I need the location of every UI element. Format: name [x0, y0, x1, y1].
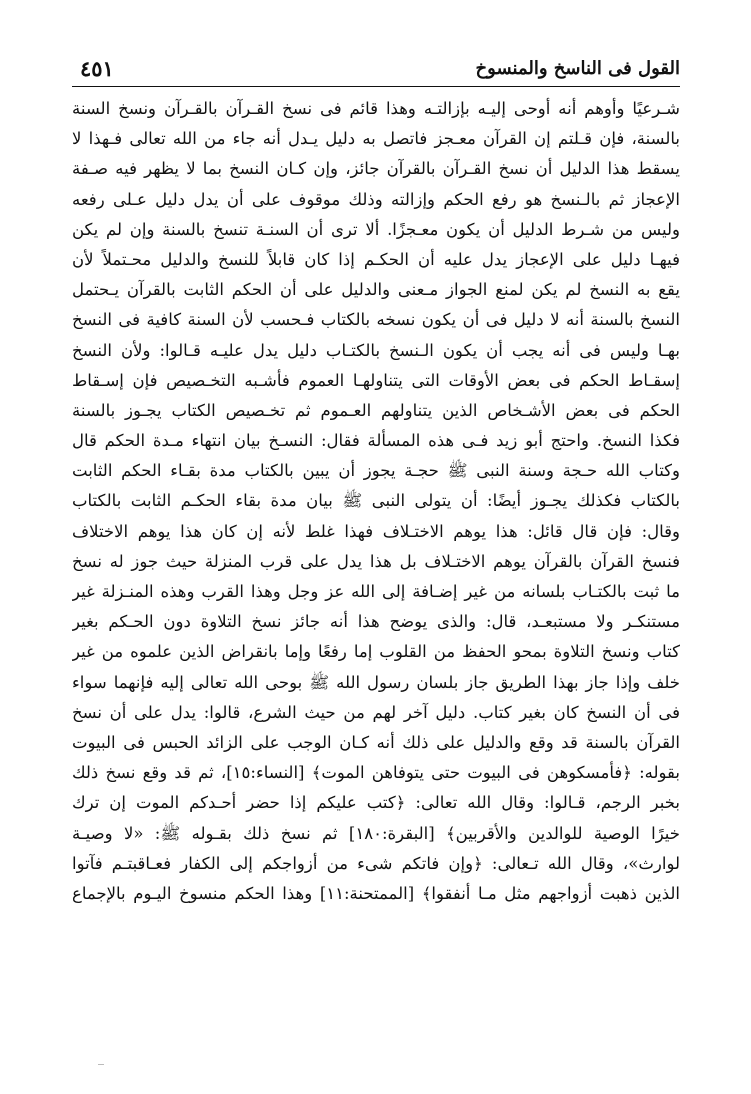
quran-verse-line: بخبر الرجم، قـالوا: وقال الله تعالى: ﴿كتب عليكم إذا حضر أحـدكم الموت إن ترك [72, 793, 680, 813]
text-line: النسخ بالسنة أنه لا دليل فى أن يكون نسخه بالكتاب فـحسب لأن السنة كافية فى النسخ [72, 310, 680, 330]
text-line: فى أن النسخ كان بغير كتاب. دليل آخر لهم من حيث الشرع، قالوا: يدل على أن نسخ [72, 702, 680, 722]
text-line: وكتاب الله حـجة وسنة النبى ﷺ حجـة يجوز أن يبين بالكتاب مدة بقـاء الحكم الثابت [72, 461, 680, 481]
text-line: ما ثبت بالكتـاب بلسانه من غير إضـافة إلى الله عز وجل وهذا القرب وهذه المنـزلة غير [72, 582, 680, 601]
text-line: كتاب ونسخ التلاوة بمحو الحفظ من القلوب إما رفعًا وإما بانقراض الذين علموه من غير [72, 642, 680, 662]
text-line: شـرعيًا وأوهم أنه أوحى إليـه بإزالتـه وهذا قائم فى نسخ القـرآن بالقـرآن ونسخ السنة [72, 99, 680, 118]
text-line: خلف وإذا جاز بهذا الطريق جاز بلسان رسول الله ﷺ بوحى الله تعالى إليه فإنهما سواء [72, 672, 680, 692]
quran-verse-line: خيرًا الوصية للوالدين والأقربين﴾ [البقرة:١٨٠] ثم نسخ ذلك بقـوله ﷺ: «لا وصيـة [72, 823, 680, 843]
text-line: الإعجاز ثم بالـنسخ هو رفع الحكم وإزالته وذلك موقوف على أن يدل دليل عـلى رفعه [72, 189, 680, 209]
quran-verse-line: الذين ذهبت أزواجهم مثل مـا أنفقوا﴾ [الممتحنة:١١] وهذا الحكم منسوخ اليـوم بالإجماع [72, 883, 680, 903]
header-divider [72, 86, 680, 87]
text-line: القرآن بالسنة قد وقع والدليل على ذلك أنه كـان الوجب على الزائد الحبس فى البيوت [72, 732, 680, 752]
text-line: مستنكـر ولا مستبعـد، قال: والذى يوضح هذا أنه جائز نسخ التلاوة دون الحـكم بغير [72, 612, 680, 632]
body-text [72, 94, 680, 909]
text-line: بالكتاب فكذلك يجـوز أيضًا: أن يتولى النبى ﷺ بيان مدة بقاء الحكـم الثابت بالكتاب [72, 491, 680, 511]
running-title: القول فى الناسخ والمنسوخ [475, 58, 680, 79]
text-line: بهـا وليس فى أنه يجب أن يكون الـنسخ بالكتـاب دليل يدل عليـه قـالوا: ولأن النسخ [72, 340, 680, 360]
quran-verse-line: لوارث»، وقال الله تـعالى: ﴿وإن فاتكم شىء من أزواجكم إلى الكفار فعـاقبتـم فآتوا [72, 853, 680, 873]
text-line: وقال: فإن قال قائل: هذا يوهم الاختـلاف فهذا غلط لأنه إن كان هذا يوهم الاختلاف [72, 521, 680, 541]
text-line: يسقط هذا الدليل أن نسخ القـرآن بالقرآن جائز، وإن كـان النسخ بما لا يظهر فيه صـفة [72, 159, 680, 179]
text-line: إسقـاط الحكم فى بعض الأوقات التى يتناولهـا العموم فأشـبه التخـصيص فإن إسـقاط [72, 370, 680, 390]
page-number: ٤٥١ [80, 56, 114, 81]
text-line: بالسنة، فإن قـلتم إن القرآن معـجز فاتصل به دليل يـدل أنه جاء من الله تعالى فـهذا لا [72, 129, 680, 149]
page-header [72, 56, 680, 86]
scan-mark [98, 1064, 104, 1065]
text-line: فنسخ القرآن بالقرآن يوهم الاختـلاف بل هذا يدل على قرب المنزلة حيث جوز له نسخ [72, 551, 680, 571]
text-line: يقع به النسخ لم يكن لمنع الجواز مـعنى والدليل على أن الحكم الثابت بالقرآن يـحتمل [72, 280, 680, 300]
text-line: وليس من شـرط الدليل أن يكون معـجزًا. ألا ترى أن السنـة تنسخ بالسنة وإن لم يكن [72, 219, 680, 239]
text-line: فيهـا دليل على الإعجاز يدل عليه أن الحكـم إذا كان قابلاً للنسخ والدليل محـتملاً لأن [72, 249, 680, 269]
quran-verse-line: بقوله: ﴿فأمسكوهن فى البيوت حتى يتوفاهن الموت﴾ [النساء:١٥]، ثم قد وقع نسخ ذلك [72, 763, 680, 783]
text-line: الحكم فى بعض الأشـخاص الذين يتناولهم العـموم ثم تخـصيص الكتاب يجـوز بالسنة [72, 400, 680, 420]
text-line: فكذا النسخ. واحتج أبو زيد فـى هذه المسألة فقال: النسـخ بيان انتهاء مـدة الحكم قال [72, 431, 680, 451]
